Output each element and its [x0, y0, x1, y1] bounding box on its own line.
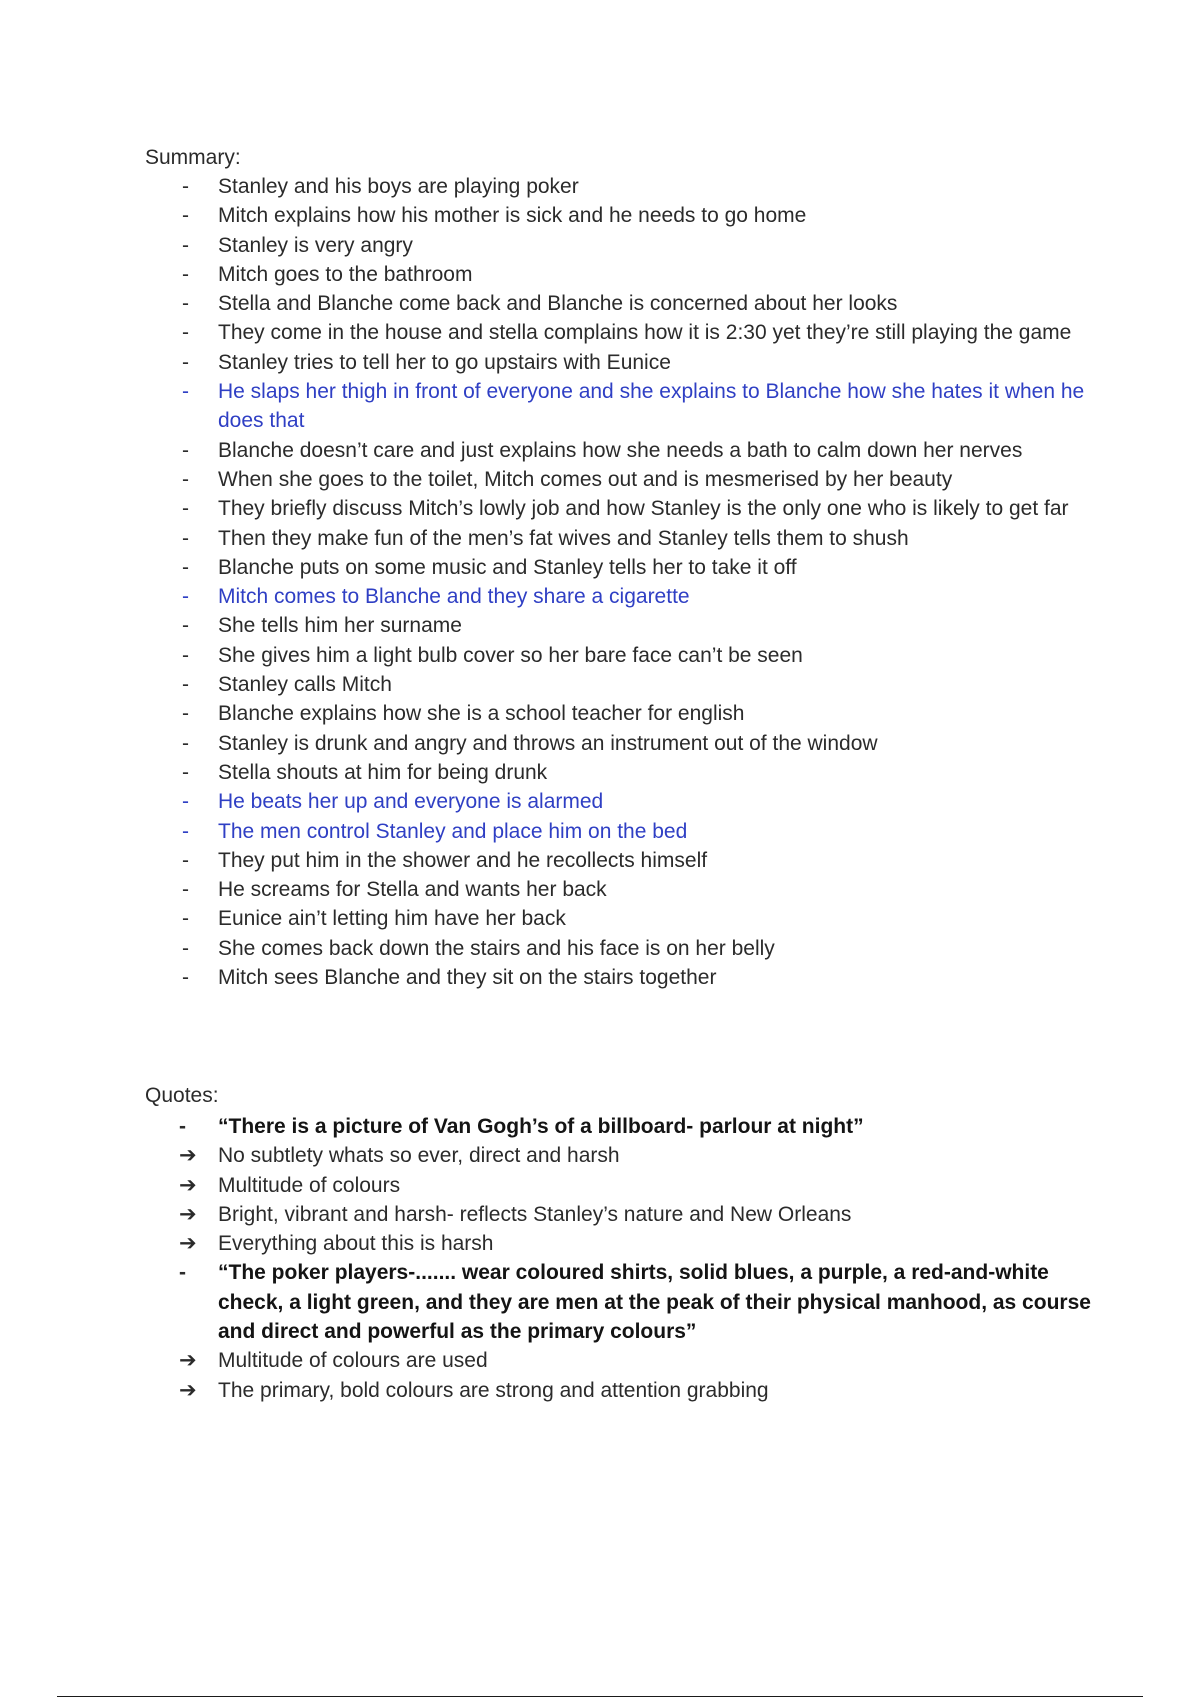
summary-item-text: She gives him a light bulb cover so her bare face can’t be seen	[218, 643, 803, 667]
summary-item	[145, 260, 1095, 289]
dash-bullet: -	[182, 614, 189, 638]
summary-item	[145, 817, 1095, 846]
summary-item-text: Stella shouts at him for being drunk	[218, 760, 548, 784]
summary-item	[145, 875, 1095, 904]
summary-item	[145, 553, 1095, 582]
summary-item	[145, 436, 1095, 465]
summary-item	[145, 201, 1095, 230]
summary-item	[145, 904, 1095, 933]
dash-bullet: -	[182, 555, 189, 579]
summary-item	[145, 318, 1095, 347]
dash-bullet: -	[182, 350, 189, 374]
summary-item	[145, 699, 1095, 728]
quote-item-text: “There is a picture of Van Gogh’s of a billboard- parlour at night”	[218, 1115, 864, 1138]
summary-item-text: Blanche explains how she is a school teacher for english	[218, 702, 745, 726]
dash-bullet: -	[182, 380, 189, 404]
summary-item-text: Stanley calls Mitch	[218, 673, 392, 697]
quotes-heading: Quotes:	[145, 1084, 219, 1107]
summary-item-text: He beats her up and everyone is alarmed	[218, 790, 604, 814]
quote-item	[145, 1171, 1095, 1200]
summary-item-text: Then they make fun of the men’s fat wives and Stanley tells them to shush	[218, 526, 909, 550]
arrow-right-icon: ➔	[179, 1144, 197, 1168]
dash-bullet: -	[182, 907, 189, 931]
arrow-right-icon: ➔	[179, 1202, 197, 1226]
quote-item	[145, 1112, 1095, 1141]
arrow-right-icon: ➔	[179, 1232, 197, 1256]
summary-item	[145, 348, 1095, 377]
quote-item	[145, 1376, 1095, 1405]
summary-item	[145, 524, 1095, 553]
dash-bullet: -	[182, 936, 189, 960]
dash-bullet: -	[182, 819, 189, 843]
dash-bullet: -	[182, 731, 189, 755]
summary-item	[145, 289, 1095, 318]
summary-item	[145, 787, 1095, 816]
quote-item	[145, 1258, 1095, 1346]
summary-item-text: Stanley is drunk and angry and throws an instrument out of the window	[218, 731, 878, 755]
summary-item-text: Eunice ain’t letting him have her back	[218, 907, 566, 931]
arrow-right-icon: ➔	[179, 1378, 197, 1402]
quotes-list	[145, 1112, 1095, 1405]
summary-item-text: Stanley tries to tell her to go upstairs with Eunice	[218, 350, 671, 374]
summary-item-text: When she goes to the toilet, Mitch comes out and is mesmerised by her beauty	[218, 467, 953, 491]
summary-item-text: Stanley is very angry	[218, 233, 413, 257]
quote-item-text: Multitude of colours	[218, 1173, 401, 1197]
dash-bullet: -	[182, 438, 189, 462]
summary-item	[145, 846, 1095, 875]
dash-bullet: -	[182, 321, 189, 345]
summary-item-text: She tells him her surname	[218, 614, 462, 638]
quote-item	[145, 1141, 1095, 1170]
summary-item	[145, 172, 1095, 201]
quote-item	[145, 1229, 1095, 1258]
summary-item-text: He slaps her thigh in front of everyone and she explains to Blanche how she hates it when he does that	[218, 380, 1085, 433]
summary-item-text: Mitch sees Blanche and they sit on the stairs together	[218, 966, 717, 990]
quote-item-text: The primary, bold colours are strong and attention grabbing	[218, 1378, 769, 1402]
quote-bullet: -	[179, 1261, 186, 1285]
summary-item	[145, 729, 1095, 758]
dash-bullet: -	[182, 878, 189, 902]
summary-item-text: Mitch goes to the bathroom	[218, 262, 473, 286]
dash-bullet: -	[182, 702, 189, 726]
dash-bullet: -	[182, 204, 189, 228]
page-divider	[57, 1696, 1143, 1697]
summary-item-text: They come in the house and stella complains how it is 2:30 yet they’re still playing the game	[218, 321, 1072, 345]
summary-item-text: Blanche doesn’t care and just explains how she needs a bath to calm down her nerves	[218, 438, 1023, 462]
dash-bullet: -	[182, 848, 189, 872]
quote-bullet: -	[179, 1115, 186, 1138]
dash-bullet: -	[182, 526, 189, 550]
dash-bullet: -	[182, 175, 189, 198]
summary-item-text: They briefly discuss Mitch’s lowly job and how Stanley is the only one who is likely to get far	[218, 497, 1069, 521]
summary-item-text: Blanche puts on some music and Stanley tells her to take it off	[218, 555, 797, 579]
summary-item-text: Stella and Blanche come back and Blanche is concerned about her looks	[218, 292, 898, 316]
summary-heading: Summary:	[145, 146, 241, 169]
dash-bullet: -	[182, 233, 189, 257]
dash-bullet: -	[182, 262, 189, 286]
quote-item	[145, 1346, 1095, 1375]
arrow-right-icon: ➔	[179, 1173, 197, 1197]
summary-item-text: Mitch comes to Blanche and they share a cigarette	[218, 585, 690, 609]
summary-item	[145, 758, 1095, 787]
summary-item-text: Mitch explains how his mother is sick and he needs to go home	[218, 204, 807, 228]
arrow-right-icon: ➔	[179, 1349, 197, 1373]
summary-item	[145, 377, 1095, 436]
summary-list	[145, 172, 1095, 992]
summary-item	[145, 611, 1095, 640]
quote-item-text: Multitude of colours are used	[218, 1349, 488, 1373]
summary-item	[145, 641, 1095, 670]
summary-item	[145, 670, 1095, 699]
quote-item	[145, 1200, 1095, 1229]
summary-item	[145, 465, 1095, 494]
summary-item	[145, 494, 1095, 523]
quote-item-text: Bright, vibrant and harsh- reflects Stanley’s nature and New Orleans	[218, 1202, 852, 1226]
dash-bullet: -	[182, 790, 189, 814]
summary-item	[145, 963, 1095, 992]
summary-item	[145, 231, 1095, 260]
summary-item-text: The men control Stanley and place him on the bed	[218, 819, 688, 843]
dash-bullet: -	[182, 760, 189, 784]
dash-bullet: -	[182, 966, 189, 990]
summary-item-text: They put him in the shower and he recollects himself	[218, 848, 708, 872]
dash-bullet: -	[182, 467, 189, 491]
summary-item-text: He screams for Stella and wants her back	[218, 878, 607, 902]
dash-bullet: -	[182, 585, 189, 609]
summary-item-text: Stanley and his boys are playing poker	[218, 175, 579, 198]
quote-item-text: No subtlety whats so ever, direct and harsh	[218, 1144, 620, 1168]
quote-item-text: “The poker players-....... wear coloured shirts, solid blues, a purple, a red-and-white check, a light green, and they are men at the peak of their physical manhood, as course and direct and powerful as the primary colours”	[218, 1261, 1091, 1344]
summary-item	[145, 934, 1095, 963]
summary-item-text: She comes back down the stairs and his face is on her belly	[218, 936, 775, 960]
dash-bullet: -	[182, 643, 189, 667]
dash-bullet: -	[182, 673, 189, 697]
dash-bullet: -	[182, 497, 189, 521]
summary-item	[145, 582, 1095, 611]
quote-item-text: Everything about this is harsh	[218, 1232, 494, 1256]
dash-bullet: -	[182, 292, 189, 316]
